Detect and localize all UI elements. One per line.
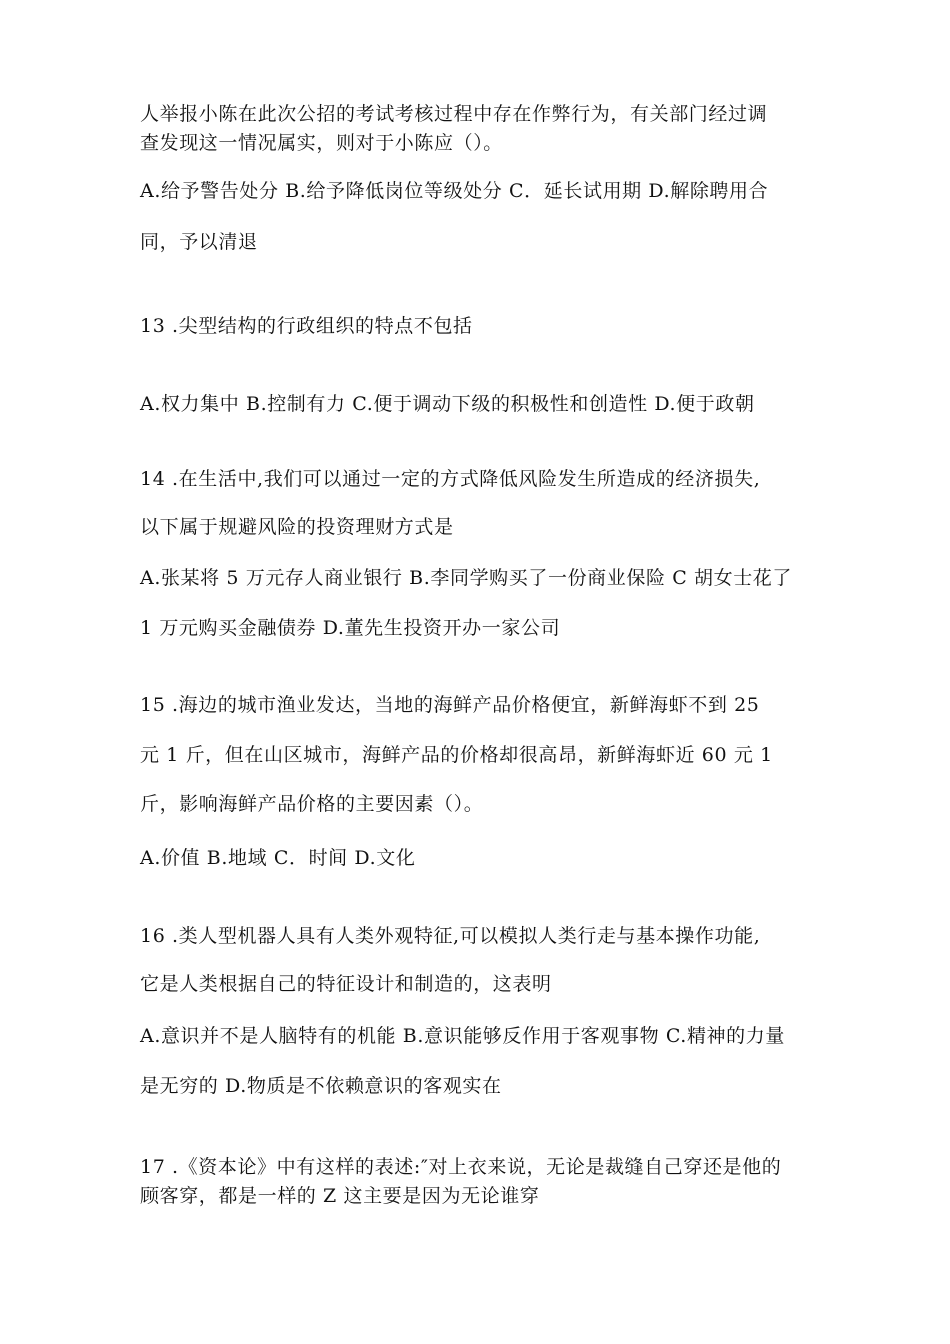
text-line-q13-options: A.权力集中 B.控制有力 C.便于调动下级的积极性和创造性 D.便于政朝 [140,393,755,415]
text-line-q17-stem-1: 17 .《资本论》中有这样的表述:″对上衣来说，无论是裁缝自己穿还是他的 [140,1156,782,1178]
text-line-q16-options-1: A.意识并不是人脑特有的机能 B.意识能够反作用于客观事物 C.精神的力量 [140,1025,785,1047]
text-line-q14-stem-2: 以下属于规避风险的投资理财方式是 [140,516,454,538]
text-line-q13-stem: 13 .尖型结构的行政组织的特点不包括 [140,315,473,337]
text-line-q15-options: A.价值 B.地域 C．时间 D.文化 [140,847,416,869]
text-line-q15-stem-2: 元 1 斤，但在山区城市，海鲜产品的价格却很高昂，新鲜海虾近 60 元 1 [140,744,773,766]
text-line-q12-options-2: 同，予以清退 [140,231,258,253]
text-line-q12-options-1: A.给予警告处分 B.给予降低岗位等级处分 C．延长试用期 D.解除聘用合 [140,180,769,202]
text-line-q14-stem-1: 14 .在生活中,我们可以通过一定的方式降低风险发生所造成的经济损失, [140,468,761,490]
text-line-q17-stem-2: 顾客穿，都是一样的 Z 这主要是因为无论谁穿 [140,1185,540,1207]
text-line-q12-stem-2: 查发现这一情况属实，则对于小陈应（）。 [140,132,503,154]
text-line-q16-stem-1: 16 .类人型机器人具有人类外观特征,可以模拟人类行走与基本操作功能, [140,925,761,947]
text-line-q12-stem-1: 人举报小陈在此次公招的考试考核过程中存在作弊行为，有关部门经过调 [140,103,768,125]
text-line-q16-options-2: 是无穷的 D.物质是不依赖意识的客观实在 [140,1075,502,1097]
text-line-q15-stem-1: 15 .海边的城市渔业发达，当地的海鲜产品价格便宜，新鲜海虾不到 25 [140,694,760,716]
text-line-q16-stem-2: 它是人类根据自己的特征设计和制造的，这表明 [140,973,552,995]
text-line-q14-options-1: A.张某将 5 万元存人商业银行 B.李同学购买了一份商业保险 C 胡女士花了 [140,567,792,589]
text-line-q14-options-2: 1 万元购买金融债券 D.董先生投资开办一家公司 [140,617,561,639]
text-line-q15-stem-3: 斤，影响海鲜产品价格的主要因素（）。 [140,793,484,815]
